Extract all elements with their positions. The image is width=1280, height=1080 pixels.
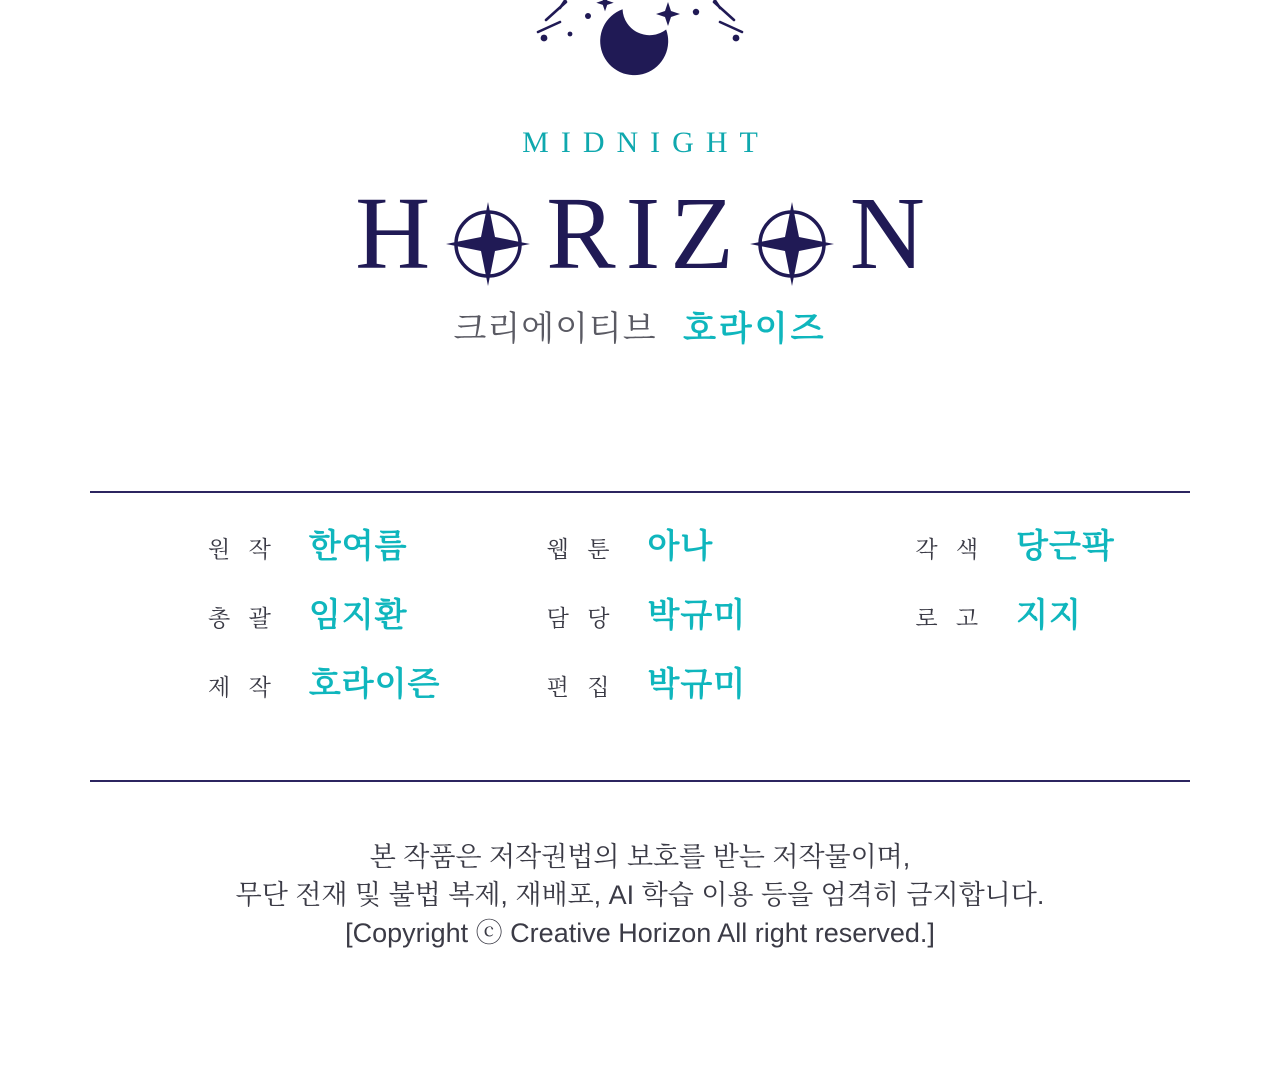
- credit-entry: [457, 589, 824, 636]
- credit-entry: [90, 520, 457, 567]
- credit-entry: [90, 589, 457, 636]
- credit-entry: [823, 520, 1190, 567]
- credit-entry: [457, 658, 824, 705]
- copyright-line-3: [Copyright ⓒ Creative Horizon All right reserved.]: [345, 918, 935, 948]
- credit-role: 로 고: [915, 605, 985, 631]
- copyright-notice: [0, 838, 1280, 952]
- credit-name: 호라이즌: [308, 665, 441, 702]
- divider-bottom: [90, 780, 1190, 782]
- credit-role: 원 작: [208, 536, 277, 562]
- logo-subtitle: [0, 312, 1280, 346]
- credit-role: 각 색: [915, 536, 985, 562]
- compass-star-icon: [744, 182, 840, 286]
- logo-subtitle-brand: 호라이즈: [683, 310, 827, 348]
- credit-entry: [90, 658, 457, 705]
- credit-role: 웹 툰: [546, 536, 616, 562]
- credit-role: 제 작: [208, 674, 277, 700]
- credit-name: 아나: [647, 527, 714, 564]
- credit-entry: [823, 589, 1190, 636]
- credit-role: 총 괄: [208, 605, 277, 631]
- credit-name: 지지: [1016, 596, 1082, 633]
- copyright-line-2: 무단 전재 및 불법 복제, 재배포, AI 학습 이용 등을 엄격히 금지합니다.: [235, 880, 1045, 910]
- divider-top: [90, 491, 1190, 493]
- credits-grid: [90, 520, 1190, 705]
- credit-name: 한여름: [308, 527, 408, 564]
- logo-subtitle-prefix: 크리에이티브: [453, 310, 657, 348]
- logo-main-word-row: [0, 176, 1280, 291]
- credit-entry: [457, 520, 824, 567]
- logo-main-word: H: [355, 176, 441, 291]
- credit-role: 담 당: [546, 605, 616, 631]
- credit-name: 박규미: [647, 665, 747, 702]
- logo-main-word-part3: N: [849, 176, 935, 291]
- logo-top-word: MIDNIGHT: [522, 126, 770, 159]
- credit-name: 임지환: [308, 596, 408, 633]
- credit-entry-empty: [823, 658, 1190, 705]
- credit-name: 당근팍: [1016, 527, 1115, 564]
- logo-main-word-part2: RIZ: [546, 176, 744, 291]
- credit-role: 편 집: [546, 674, 616, 700]
- compass-star-icon: [440, 182, 536, 286]
- crescent-moon-sunburst-emblem-icon: [510, 0, 770, 92]
- credit-name: 박규미: [647, 596, 747, 633]
- logo-wordmark: [0, 128, 1280, 346]
- copyright-line-1: 본 작품은 저작권법의 보호를 받는 저작물이며,: [369, 842, 911, 872]
